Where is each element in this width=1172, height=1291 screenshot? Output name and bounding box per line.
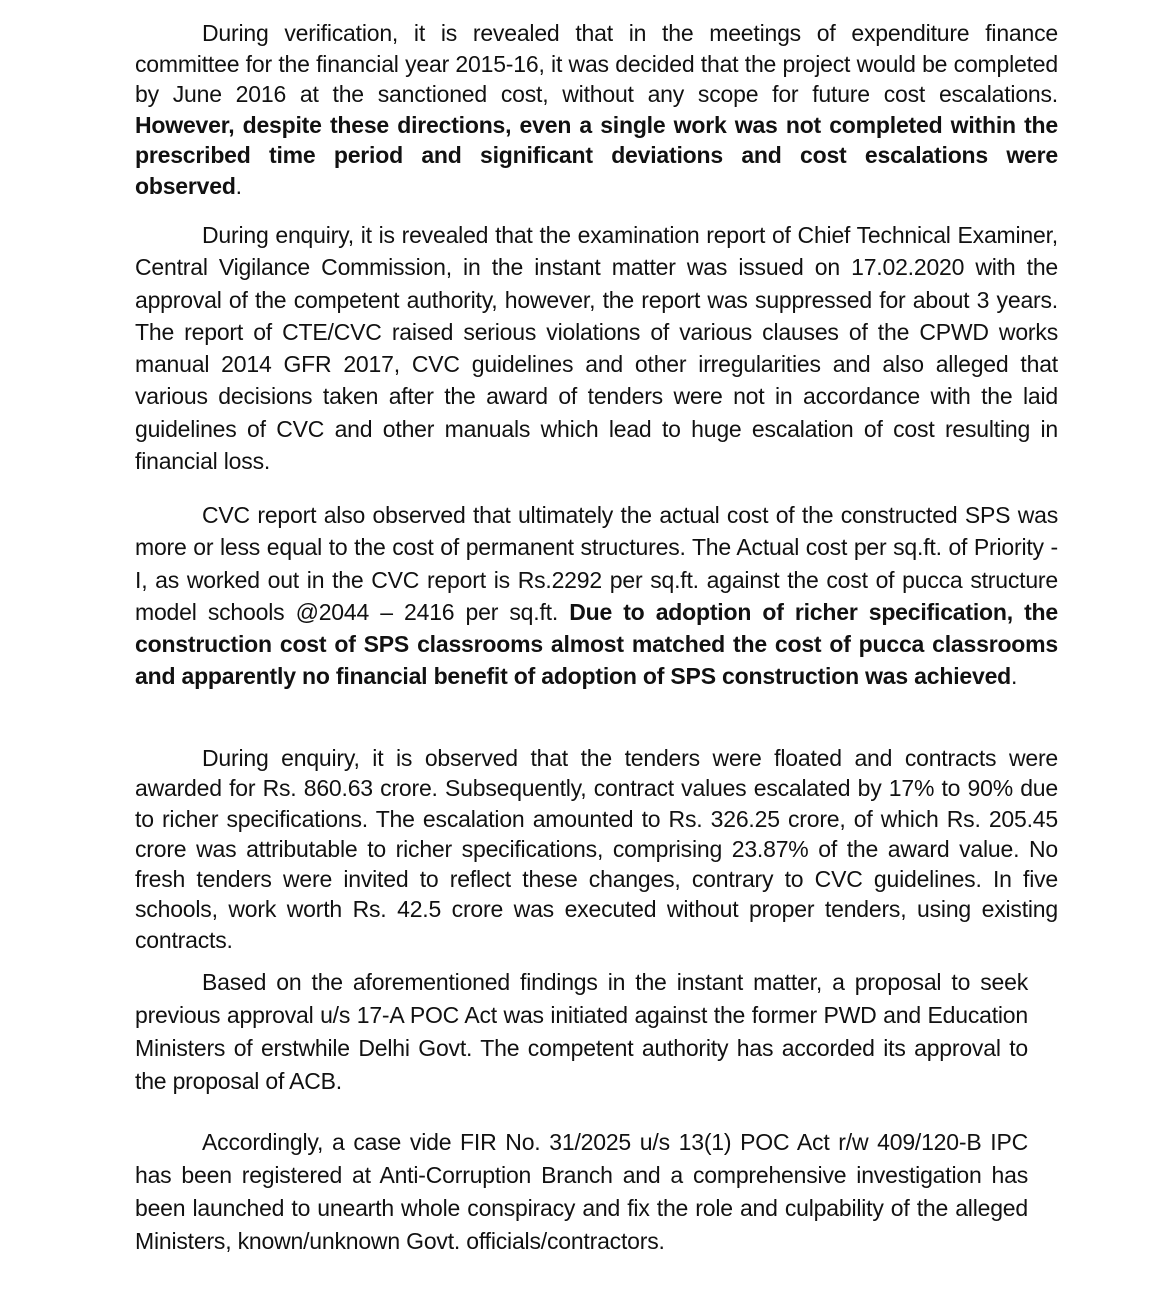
paragraph-text: . (1011, 663, 1018, 690)
paragraph-text: During enquiry, it is revealed that the examination report of Chief Technical Examiner, Central Vigilance Commission, in the instant matter was issued on 17.02.2020 with the approval of the competent authority, however, the report was suppressed for about 3 years. The report of CTE/CVC raised serious violations of various clauses of the CPWD works manual 2014 GFR 2017, CVC guidelines and other irregularities and also alleged that various decisions taken after the award of tenders were not in accordance with the laid guidelines of CVC and other manuals which lead to huge escalation of cost resulting in financial loss. (135, 222, 1058, 475)
paragraph-emphasis: However, despite these directions, even a single work was not completed within the prescribed time period and significant deviations and cost escalations were observed (135, 111, 1058, 199)
paragraph-verification-finding (135, 18, 1058, 201)
paragraph-tender-escalation (135, 743, 1058, 955)
paragraph-text: During enquiry, it is observed that the tenders were floated and contracts were awarded for Rs. 860.63 crore. Subsequently, contract values escalated by 17% to 90% due to richer specifications. The escalation amounted to Rs. 326.25 crore, of which Rs. 205.45 crore was attributable to richer specifications, comprising 23.87% of the award value. No fresh tenders were invited to reflect these changes, contrary to CVC guidelines. In five schools, work worth Rs. 42.5 crore was executed without proper tenders, using existing contracts. (135, 745, 1058, 953)
paragraph-text: CVC report also observed that ultimately the actual cost of the constructed SPS was more or less equal to the cost of permanent structures. The Actual cost per sq.ft. of Priority -I, as worked out in the CVC report is Rs.2292 per sq.ft. against the cost of pucca structure model schools @2044 – 2416 per sq.ft. (135, 502, 1058, 625)
paragraph-cte-report-suppressed (135, 219, 1058, 477)
paragraph-emphasis: Due to adoption of richer specification, the construction cost of SPS classrooms almost matched the cost of pucca classrooms and apparently no financial benefit of adoption of SPS construction was achieved (135, 598, 1058, 690)
paragraph-text: Accordingly, a case vide FIR No. 31/2025 u/s 13(1) POC Act r/w 409/120-B IPC has been registered at Anti-Corruption Branch and a comprehensive investigation has been launched to unearth whole conspiracy and fix the role and culpability of the alleged Ministers, known/unknown Govt. officials/contractors. (135, 1129, 1028, 1254)
paragraph-fir-registered (135, 1126, 1028, 1258)
paragraph-approval-17a (135, 966, 1028, 1098)
paragraph-cvc-cost-observation (135, 499, 1058, 693)
paragraph-text: During verification, it is revealed that in the meetings of expenditure finance committee for the financial year 2015-16, it was decided that the project would be completed by June 2016 at the sanctioned cost, without any scope for future cost escalations. (135, 20, 1058, 107)
paragraph-text: . (235, 172, 242, 199)
paragraph-text: Based on the aforementioned findings in the instant matter, a proposal to seek previous approval u/s 17-A POC Act was initiated against the former PWD and Education Ministers of erstwhile Delhi Govt. The competent authority has accorded its approval to the proposal of ACB. (135, 969, 1028, 1094)
